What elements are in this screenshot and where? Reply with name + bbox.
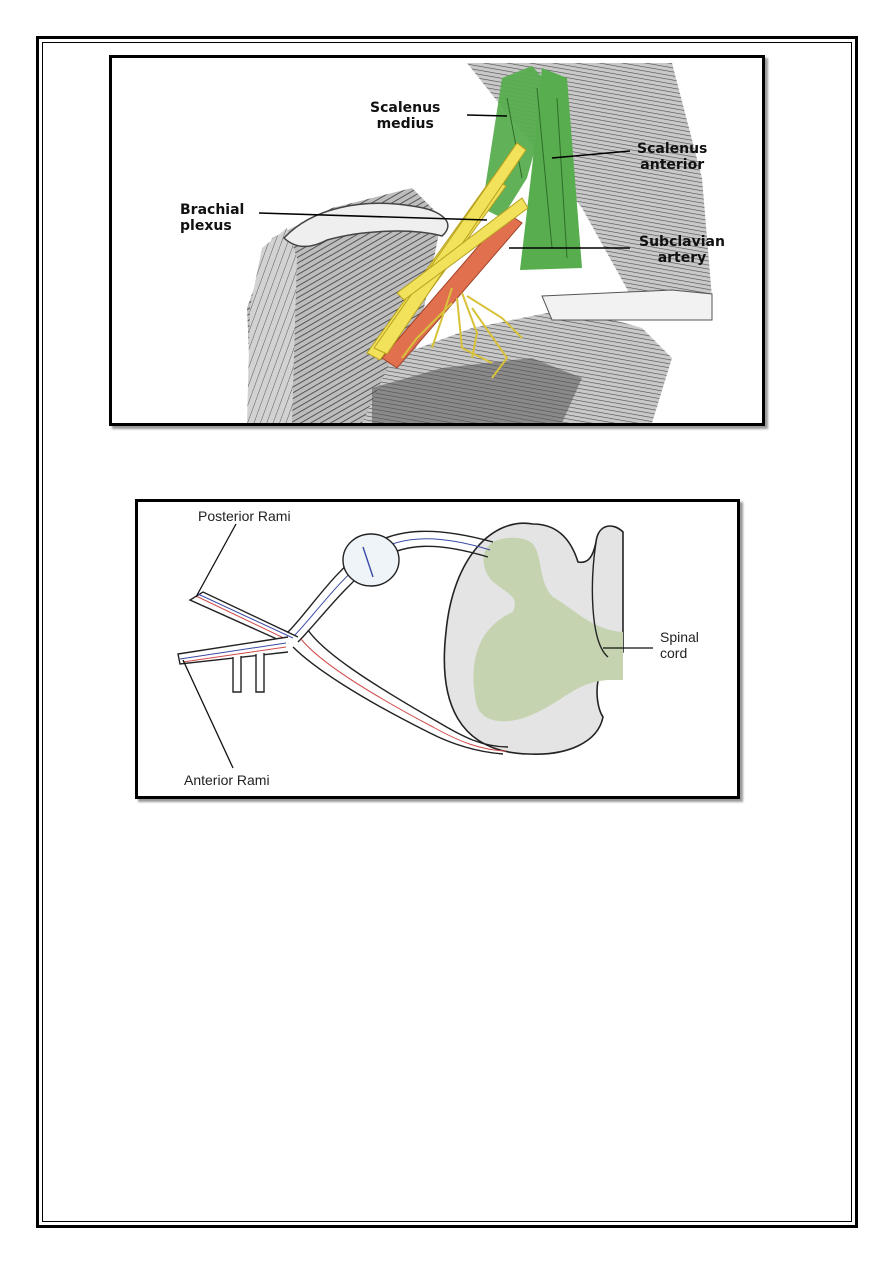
leader-scalenus-medius bbox=[467, 115, 507, 116]
rami-communicantes bbox=[233, 653, 264, 692]
clavicle-medial bbox=[542, 290, 712, 320]
deltoid-region bbox=[247, 228, 297, 423]
dorsal-root-ganglion bbox=[343, 534, 399, 586]
label-subclavian-artery: Subclavian artery bbox=[639, 234, 725, 266]
label-brachial-plexus: Brachial plexus bbox=[180, 202, 245, 234]
label-anterior-rami: Anterior Rami bbox=[184, 772, 270, 788]
spinal-nerve-drawing bbox=[138, 502, 737, 796]
posterior-ramus bbox=[190, 592, 298, 644]
spinal-nerve-diagram bbox=[135, 499, 740, 799]
label-spinal-cord: Spinal cord bbox=[660, 629, 699, 661]
label-posterior-rami: Posterior Rami bbox=[198, 508, 291, 524]
leader-anterior-rami bbox=[183, 660, 233, 768]
label-scalenus-anterior: Scalenus anterior bbox=[637, 141, 708, 173]
label-scalenus-medius: Scalenus medius bbox=[370, 100, 441, 132]
leader-posterior-rami bbox=[196, 524, 236, 597]
brachial-plexus-illustration bbox=[109, 55, 765, 426]
